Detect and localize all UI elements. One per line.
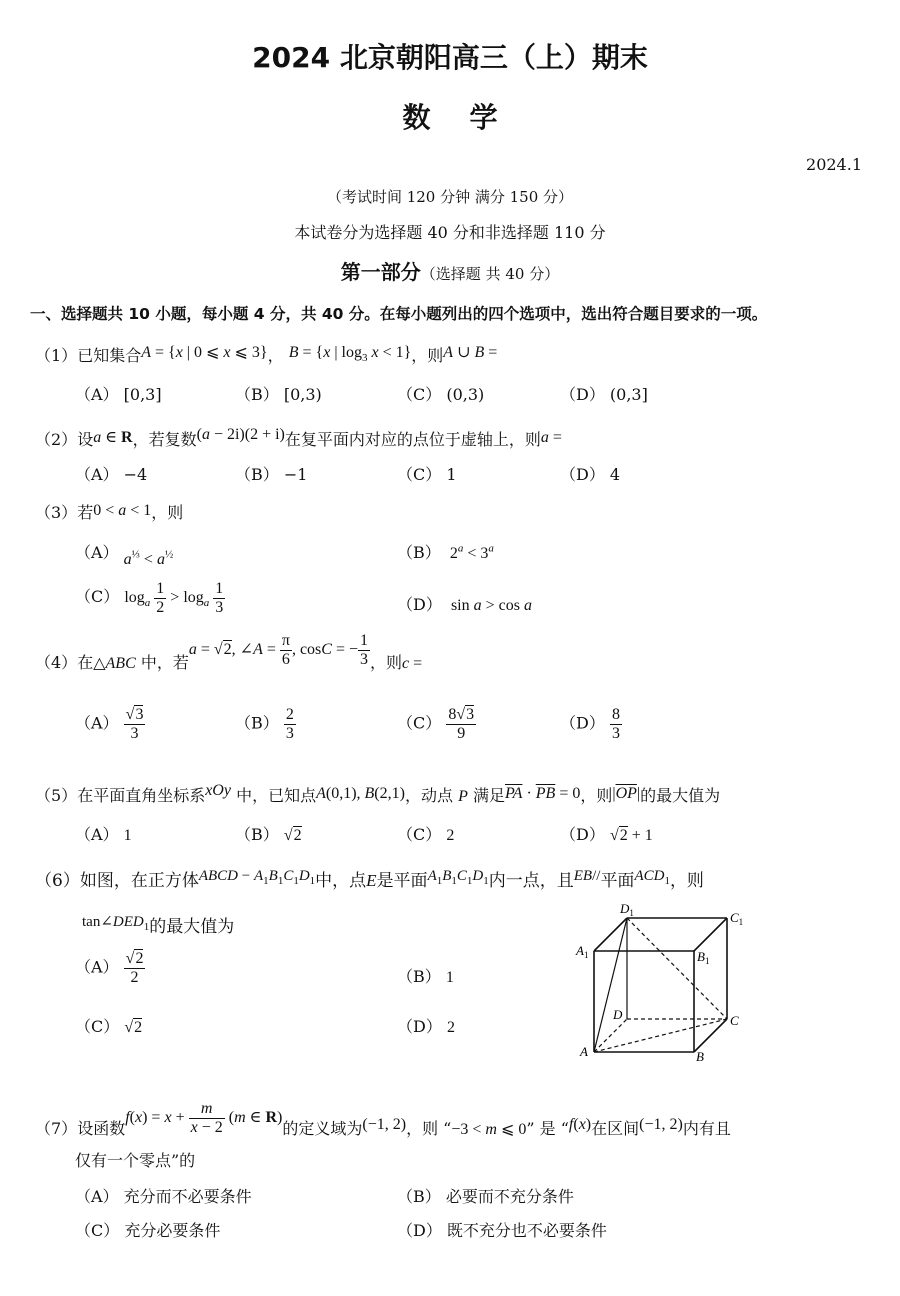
math-op: $|\overline{OP}|$ [612, 785, 641, 802]
stem-text: 在平面直角坐标系 [77, 786, 206, 805]
q3-option-a[interactable] [75, 540, 174, 568]
stem-text: 内有且 [682, 1118, 731, 1138]
math-conditions: a = √2, ∠A = $\frac{\pi}{6}$ , cosC = − $\frac{1}{3}$ [188, 632, 368, 668]
math-a-eq: a = [540, 429, 562, 446]
math-triangle: △ABC [93, 654, 136, 672]
question-7-stem-line2: 仅有一个零点”的 [75, 1151, 196, 1170]
stem-text: 中，点 [315, 871, 367, 891]
stem-text: 在复平面内对应的点位于虚轴上，则 [284, 430, 541, 449]
exam-date: 2024.1 [806, 155, 862, 174]
math-plane: $A_1B_1C_1D_1$ [427, 868, 489, 887]
option-label: （D） [560, 713, 605, 733]
q7-option-b[interactable]: （B） 必要而不充分条件 [397, 1187, 574, 1206]
label-c1: $C_1$ [730, 910, 744, 927]
q5-option-a[interactable] [75, 822, 132, 845]
math-interval: (−1, 2) [639, 1115, 683, 1133]
q5-option-c[interactable] [397, 822, 454, 845]
math-parallel: EB// [573, 868, 601, 884]
q3-option-b[interactable] [397, 540, 494, 563]
option-label: （D） [397, 595, 442, 614]
label-b1: $B_1$ [697, 949, 710, 966]
math-union: A ∪ B = [443, 344, 498, 361]
edge-a1-d1 [594, 918, 627, 951]
q6-option-a[interactable] [75, 950, 145, 986]
math-set-a: A = {x | 0 ⩽ x ⩽ 3} [141, 344, 268, 361]
label-c: C [730, 1013, 739, 1028]
exam-info: （考试时间 120 分钟 满分 150 分） [326, 188, 574, 206]
q2-option-b[interactable]: （B） −1 [235, 465, 308, 484]
q2-option-d[interactable]: （D） 4 [560, 465, 621, 484]
stem-text: ，则 [370, 652, 403, 672]
stem-text: 的定义域为 [282, 1118, 363, 1138]
part-note: （选择题 共 40 分） [420, 265, 560, 283]
q2-option-a[interactable]: （A） −4 [75, 465, 148, 484]
question-number: （3） [35, 503, 78, 522]
stem-text: 已知集合 [77, 346, 142, 365]
q1-option-d[interactable]: （D） (0,3] [560, 385, 648, 404]
math-acd1: $ACD_1$ [634, 868, 670, 887]
q4-option-d[interactable] [560, 706, 622, 742]
label-d: D [613, 1007, 623, 1022]
edge-a-d [594, 1019, 627, 1052]
question-3-stem [35, 500, 183, 523]
q6-option-b[interactable] [397, 964, 454, 987]
q6-option-d[interactable] [397, 1014, 455, 1037]
math-option: $\frac{√3}{3}$ [125, 706, 144, 742]
diag-d1-a [594, 918, 627, 1052]
q6-option-c[interactable] [75, 1014, 142, 1037]
math-option: $\frac{√2}{2}$ [125, 950, 144, 986]
q1-option-b[interactable]: （B） [0,3) [235, 385, 322, 404]
math-option: $2^a < 3^a$ [445, 542, 494, 562]
math-complex: (a − 2i)(2 + i) [196, 426, 285, 443]
q5-option-d[interactable] [560, 822, 653, 845]
stem-text: ，则 [669, 871, 704, 891]
math-c-eq: c = [402, 654, 423, 672]
math-range: 0 < a < 1 [93, 502, 152, 519]
stem-text: ” 是 “ [526, 1118, 569, 1138]
question-1-stem [35, 342, 497, 366]
stem-text: 的最大值为 [149, 917, 235, 937]
question-7-stem [35, 1100, 731, 1148]
stem-text: 中，若 [140, 652, 189, 672]
math-option: $\frac{8√3}{9}$ [448, 706, 475, 742]
math-p: P [458, 788, 468, 805]
math-cube: ABCD − $A_1B_1C_1D_1$ [198, 868, 316, 887]
math-option: 1 [445, 969, 454, 986]
question-number: （1） [35, 346, 78, 365]
stem-text: 的最大值为 [640, 786, 721, 805]
stem-text: ，则 “ [406, 1118, 452, 1138]
edge-c1-b1 [694, 918, 727, 951]
math-tan: $\tan\angle DED_1$ [82, 914, 150, 933]
question-6-stem-line2 [82, 912, 234, 937]
math-domain: (−1, 2) [362, 1115, 407, 1133]
diag-a-c [594, 1019, 727, 1052]
stem-text: 设 [77, 430, 94, 449]
edge-c-b [694, 1019, 727, 1052]
label-d1: $D_1$ [620, 901, 634, 918]
question-number: （2） [35, 430, 78, 449]
stem-text: ，则 [411, 346, 444, 365]
question-number: （5） [35, 786, 78, 805]
option-label: （C） [397, 825, 442, 844]
math-fx: f(x) [568, 1115, 592, 1133]
option-label: （A） [75, 957, 119, 977]
math-option: √2 [283, 827, 302, 844]
option-label: （B） [397, 967, 441, 986]
q4-option-c[interactable] [397, 706, 476, 742]
math-option: √2 + 1 [609, 827, 653, 844]
math-set-b: B = {x | $\log_3 x < 1$} [288, 344, 412, 365]
stem-text: 平面 [600, 871, 635, 891]
stem-text: 内一点，且 [488, 871, 574, 891]
question-number: （4） [35, 652, 78, 672]
paper-note: 本试卷分为选择题 40 分和非选择题 110 分 [294, 223, 606, 242]
stem-text: 设函数 [77, 1118, 126, 1138]
math-option: 2 [446, 1019, 455, 1036]
q7-option-a[interactable]: （A） 充分而不必要条件 [75, 1187, 252, 1206]
stem-text: 是平面 [376, 871, 428, 891]
math-function: f(x) = x + $\frac{m}{x - 2}$ (m ∈ R) [125, 1100, 283, 1136]
q5-option-b[interactable] [235, 822, 302, 845]
option-label: （A） [75, 825, 119, 844]
math-m-range: −3 < m ⩽ 0 [451, 1120, 527, 1138]
part-title: 第一部分 [340, 260, 421, 284]
question-2-stem [35, 426, 562, 450]
stem-text: ， [267, 346, 284, 365]
part-heading [0, 256, 900, 285]
q4-option-b[interactable] [235, 706, 296, 742]
math-dot: $\overline{PA} \cdot \overline{PB} = 0$ [504, 785, 581, 802]
math-a-in-r: a ∈ R [93, 429, 133, 446]
label-b: B [696, 1049, 704, 1064]
math-option: $\log_a$ $\frac{1}{2}$ > $\log_a$ $\frac{1}{3}$ [124, 580, 224, 616]
stem-text: 满足 [472, 786, 505, 805]
q1-option-c[interactable]: （C） (0,3) [397, 385, 485, 404]
option-label: （A） [75, 713, 119, 733]
math-option: $a^{\frac{1}{3}} < a^{\frac{1}{2}}$ [123, 548, 174, 568]
math-option: 2 [446, 827, 455, 844]
label-a: A [580, 1044, 588, 1059]
stem-text: 若 [77, 503, 94, 522]
math-option: √2 [124, 1019, 143, 1036]
stem-text: 如图，在正方体 [79, 871, 199, 891]
q7-option-d[interactable]: （D） 既不充分也不必要条件 [397, 1221, 607, 1240]
option-label: （A） [75, 543, 119, 562]
math-points: A(0,1), B(2,1) [316, 785, 405, 802]
q2-option-c[interactable]: （C） 1 [397, 465, 457, 484]
option-label: （C） [75, 1017, 120, 1036]
stem-text: ，动点 [404, 786, 453, 805]
math-option: $\frac{2}{3}$ [285, 706, 294, 742]
math-option: sin a > cos a [446, 597, 532, 614]
question-5-stem [35, 782, 720, 806]
q4-option-a[interactable] [75, 706, 145, 742]
option-label: （C） [75, 586, 120, 606]
label-a1: $A_1$ [576, 943, 589, 960]
option-label: （B） [235, 713, 279, 733]
stem-text: ，若复数 [132, 430, 197, 449]
stem-text: ，则 [580, 786, 613, 805]
math-xoy: xOy [205, 782, 231, 799]
question-number: （7） [35, 1118, 78, 1138]
math-option: $\frac{8}{3}$ [611, 706, 620, 742]
option-label: （B） [235, 825, 279, 844]
subject-title: 数 学 [402, 101, 498, 134]
question-6-stem [35, 866, 704, 891]
stem-text: 在 [77, 652, 94, 672]
option-label: （D） [560, 825, 605, 844]
page-title: 2024 北京朝阳高三（上）期末 [252, 41, 648, 74]
cube-figure [570, 898, 760, 1064]
option-label: （B） [397, 543, 441, 562]
question-4-stem [35, 632, 423, 682]
option-label: （C） [397, 713, 442, 733]
q7-option-c[interactable]: （C） 充分必要条件 [75, 1221, 221, 1240]
math-e: E [366, 871, 377, 890]
stem-text: ，则 [151, 503, 184, 522]
stem-text: 中，已知点 [236, 786, 317, 805]
stem-text: 在区间 [591, 1118, 640, 1138]
q1-option-a[interactable]: （A） [0,3] [75, 385, 162, 404]
question-number: （6） [35, 871, 80, 891]
option-label: （D） [397, 1017, 442, 1036]
q3-option-c[interactable] [75, 580, 225, 616]
q3-option-d[interactable] [397, 592, 532, 615]
math-option: 1 [123, 827, 132, 844]
section-heading: 一、选择题共 10 小题，每小题 4 分，共 40 分。在每小题列出的四个选项中，选出符合题目要求的一项。 [30, 305, 768, 323]
